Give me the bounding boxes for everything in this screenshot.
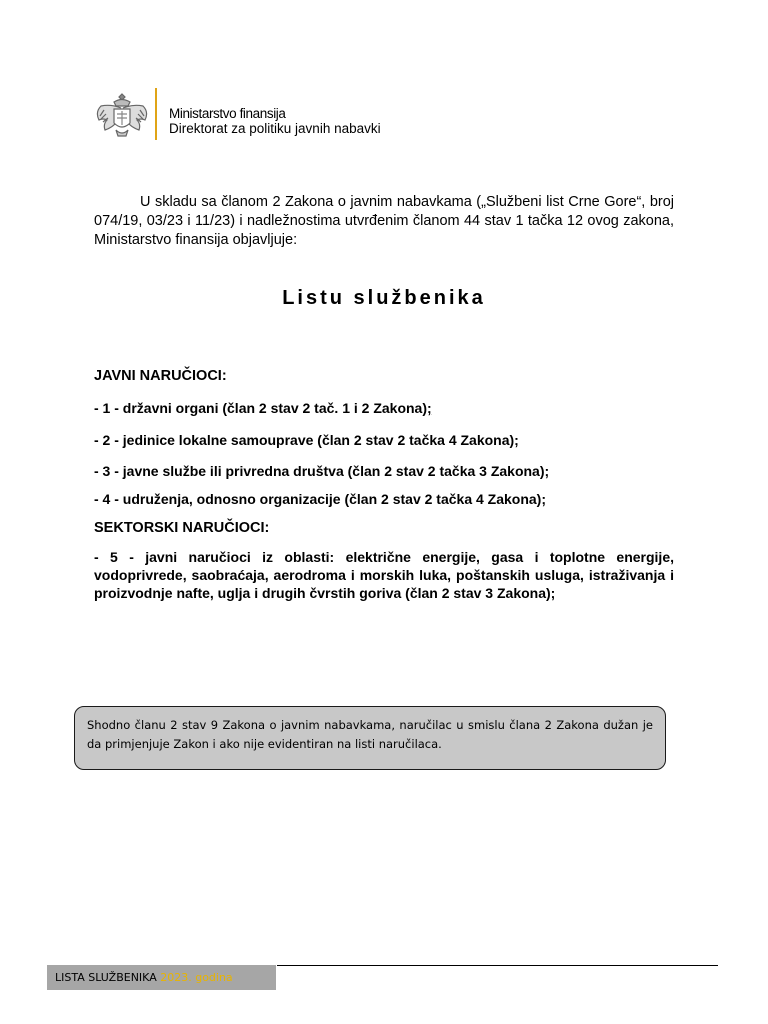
note-box: Shodno članu 2 stav 9 Zakona o javnim nabavkama, naručilac u smislu člana 2 Zakona dužan je da primjenjuje Zakon i ako nije evidentiran na listi naručilaca. (74, 706, 666, 770)
montenegro-coat-of-arms-icon (92, 90, 152, 140)
list-item-4: - 4 - udruženja, odnosno organizacije (član 2 stav 2 tačka 4 Zakona); (94, 491, 547, 507)
list-item-1 (94, 399, 674, 417)
document-title: Listu službenika (282, 287, 486, 309)
list-item-2: - 2 - jedinice lokalne samouprave (član 2 stav 2 tačka 4 Zakona); (94, 432, 519, 448)
organization-block (169, 106, 381, 136)
list-item-5: - 5 - javni naručioci iz oblasti: električne energije, gasa i toplotne energije, vodoprivrede, saobraćaja, aerodroma i morskih luka, poštanskih usluga, istraživanja i proizvodnje nafte, uglja i drugih čvrstih goriva (član 2 stav 3 Zakona); (94, 549, 674, 601)
intro-paragraph (94, 193, 674, 250)
ministry-name: Ministarstvo finansija (169, 106, 286, 121)
footer-label-box (47, 965, 276, 990)
footer-rule (277, 965, 718, 966)
directorate-name: Direktorat za politiku javnih nabavki (169, 121, 381, 136)
section-heading-sektorski: SEKTORSKI NARUČIOCI: (94, 520, 270, 536)
intro-text: U skladu sa članom 2 Zakona o javnim nabavkama („Službeni list Crne Gore“, broj 074/19, 03/23 i 11/23) i nadležnostima utvrđenim članom 44 stav 1 tačka 12 ovog zakona, Ministarstvo finansija objavljuje: (94, 194, 674, 248)
header-divider (155, 88, 157, 140)
list-item-suffix: ; (427, 400, 432, 416)
footer-label: LISTA SLUŽBENIKA (55, 971, 157, 984)
footer-year: 2023. godina (160, 971, 233, 984)
section-heading-javni: JAVNI NARUČIOCI: (94, 368, 227, 384)
list-item-text: - 1 - državni organi (član 2 stav 2 tač. 1 i 2 Zakona) (94, 400, 427, 416)
list-item-3: - 3 - javne službe ili privredna društva (član 2 stav 2 tačka 3 Zakona); (94, 463, 550, 479)
